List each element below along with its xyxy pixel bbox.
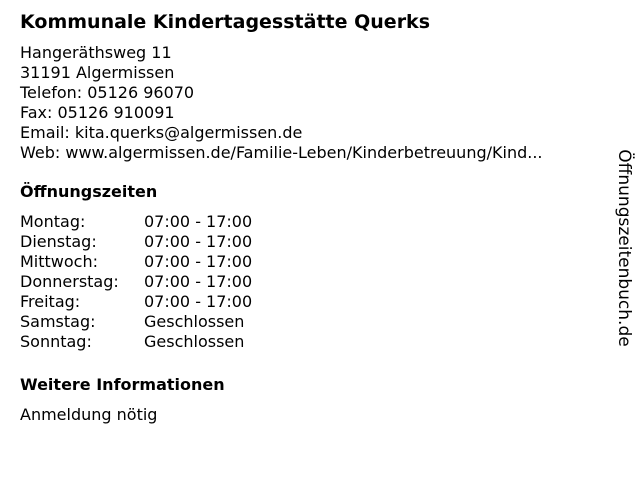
fax-number: Fax: 05126 910091 [20,103,175,122]
web-link[interactable]: Web: www.algermissen.de/Familie-Leben/Kinderbetreuung/Kind... [20,143,543,162]
hours-day: Samstag: [20,312,96,331]
hours-day: Montag: [20,212,86,231]
hours-row [20,332,610,352]
hours-heading: Öffnungszeiten [20,182,158,201]
hours-time: 07:00 - 17:00 [144,252,253,271]
hours-row [20,232,610,252]
hours-table [20,212,610,352]
page-title: Kommunale Kindertagesstätte Querks [20,11,431,33]
hours-row [20,212,610,232]
hours-time: 07:00 - 17:00 [144,212,253,231]
city-address: 31191 Algermissen [20,63,175,82]
hours-day: Dienstag: [20,232,97,251]
email-address: Email: kita.querks@algermissen.de [20,123,303,142]
street-address: Hangeräthsweg 11 [20,43,172,62]
hours-row [20,252,610,272]
content [20,10,610,425]
hours-time: Geschlossen [144,332,245,351]
hours-time: Geschlossen [144,312,245,331]
info-heading: Weitere Informationen [20,375,225,394]
hours-row [20,312,610,332]
hours-day: Freitag: [20,292,81,311]
hours-time: 07:00 - 17:00 [144,272,253,291]
hours-time: 07:00 - 17:00 [144,232,253,251]
contact-block [20,43,610,163]
hours-day: Donnerstag: [20,272,119,291]
hours-day: Mittwoch: [20,252,98,271]
hours-day: Sonntag: [20,332,92,351]
hours-time: 07:00 - 17:00 [144,292,253,311]
hours-row [20,272,610,292]
phone-number: Telefon: 05126 96070 [20,83,195,102]
watermark-label: Öffnungszeitenbuch.de [614,149,634,347]
info-text: Anmeldung nötig [20,405,158,424]
hours-row [20,292,610,312]
